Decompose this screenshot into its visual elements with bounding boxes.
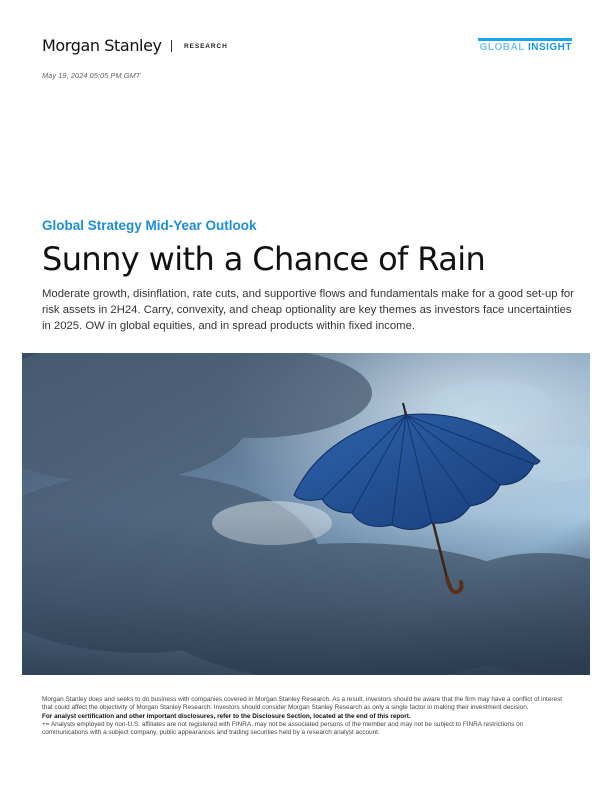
- report-title: Sunny with a Chance of Rain: [42, 240, 486, 278]
- report-summary: Moderate growth, disinflation, rate cuts, and supportive flows and fundamentals make for a good set-up for risk assets in 2H24. Carry, convexity, and cheap optionality are key themes as investors face uncertainties in 2025. OW in global equities, and in spread products within fixed income.: [42, 288, 574, 332]
- report-kicker: Global Strategy Mid-Year Outlook: [42, 218, 257, 233]
- brand-text-global: GLOBAL: [479, 42, 528, 53]
- umbrella-sky-illustration: [22, 353, 590, 675]
- morgan-stanley-logo: Morgan Stanley: [42, 36, 162, 55]
- brand-bar: [478, 38, 572, 41]
- brand-text: [478, 42, 572, 53]
- hero-image: [22, 353, 590, 675]
- research-label: RESEARCH: [184, 43, 228, 50]
- global-insight-brand: [478, 38, 572, 53]
- conflict-disclaimer: Morgan Stanley does and seeks to do business with companies covered in Morgan Stanley Research. As a result, investors should be aware that the firm may have a conflict of interest that could affect the objectivity of Morgan Stanley Research. Investors should consider Morgan Stanley Research as only a single factor in making their investment decision.: [42, 696, 563, 712]
- brand-text-insight: INSIGHT: [527, 42, 572, 53]
- finra-disclaimer: += Analysts employed by non-U.S. affiliates are not registered with FINRA, may not be associated persons of the member and may not be subject to FINRA restrictions on communications with a subject company, public appearances and trading securities held by a research analyst account.: [42, 721, 524, 737]
- disclaimer-block: [42, 696, 570, 737]
- disclosure-reference: For analyst certification and other important disclosures, refer to the Disclosure Section, located at the end of this report.: [42, 713, 411, 721]
- logo-divider: [171, 40, 172, 52]
- publication-date: May 19, 2024 05:05 PM GMT: [42, 71, 141, 80]
- page-header: [42, 36, 572, 60]
